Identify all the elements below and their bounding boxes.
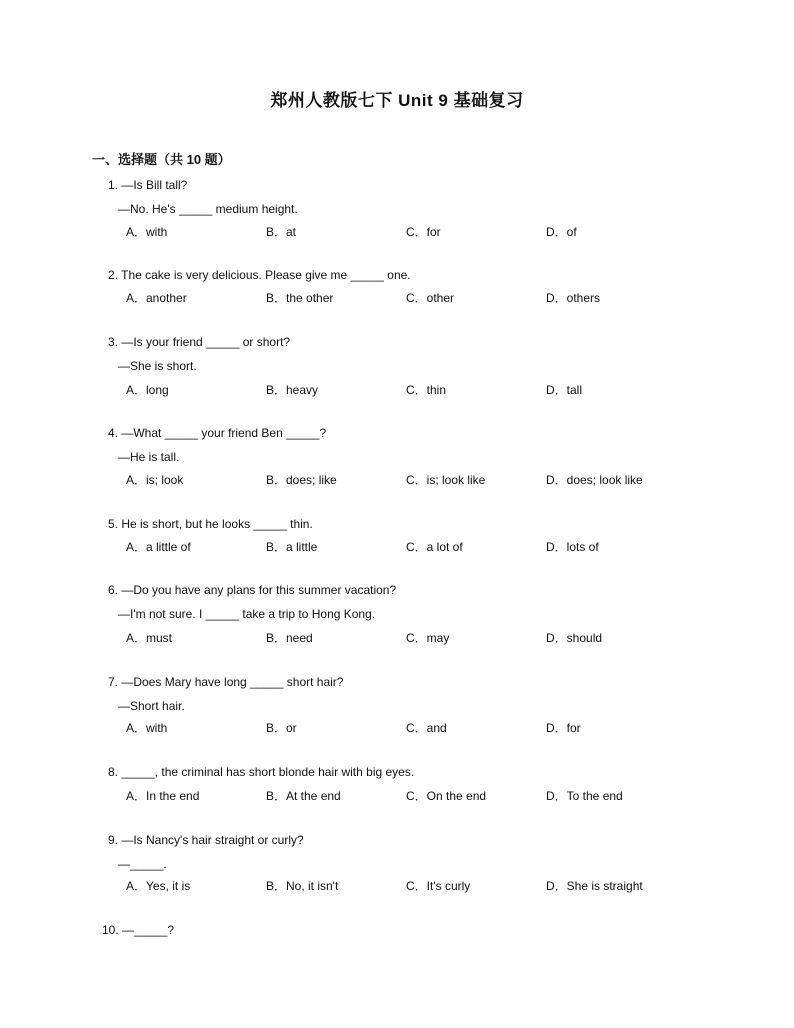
question-line: —No. He's _____ medium height. (118, 202, 298, 216)
option-d[interactable]: D．should (546, 631, 603, 645)
option-a[interactable]: A．is; look (126, 473, 184, 487)
question-stem: 8. _____, the criminal has short blonde hair with big eyes. (108, 765, 415, 779)
option-d[interactable]: D．for (546, 721, 581, 735)
option-b[interactable]: B．at (266, 225, 297, 239)
option-d[interactable]: D．others (546, 291, 601, 305)
option-b[interactable]: B．the other (266, 291, 334, 305)
question-stem: 9. —Is Nancy's hair straight or curly? (108, 833, 304, 847)
option-d[interactable]: D．of (546, 225, 577, 239)
option-a[interactable]: A．must (126, 631, 173, 645)
question-line: —She is short. (118, 359, 197, 373)
option-a[interactable]: A．In the end (126, 789, 200, 803)
option-b[interactable]: B．a little (266, 540, 318, 554)
question-stem: 10. —_____? (102, 923, 175, 937)
option-b[interactable]: B．or (266, 721, 297, 735)
option-b[interactable]: B．does; like (266, 473, 337, 487)
section-heading: 一、选择题（共 10 题） (92, 152, 231, 167)
option-b[interactable]: B．No, it isn't (266, 879, 339, 893)
option-b[interactable]: B．heavy (266, 383, 319, 397)
question-stem: 6. —Do you have any plans for this summer vacation? (108, 583, 397, 597)
option-c[interactable]: C．a lot of (406, 540, 463, 554)
option-c[interactable]: C．for (406, 225, 441, 239)
question-line: —_____. (118, 857, 167, 871)
option-c[interactable]: C．is; look like (406, 473, 486, 487)
option-a[interactable]: A．another (126, 291, 187, 305)
option-c[interactable]: C．It's curly (406, 879, 471, 893)
option-a[interactable]: A．long (126, 383, 169, 397)
option-d[interactable]: D．tall (546, 383, 583, 397)
option-c[interactable]: C．On the end (406, 789, 487, 803)
option-d[interactable]: D．To the end (546, 789, 623, 803)
question-stem: 4. —What _____ your friend Ben _____? (108, 426, 327, 440)
question-line: —I'm not sure. I _____ take a trip to Hong Kong. (118, 607, 376, 621)
option-d[interactable]: D．does; look like (546, 473, 643, 487)
option-c[interactable]: C．and (406, 721, 447, 735)
question-stem: 5. He is short, but he looks _____ thin. (108, 517, 313, 531)
option-b[interactable]: B．need (266, 631, 313, 645)
option-c[interactable]: C．may (406, 631, 450, 645)
option-a[interactable]: A．with (126, 721, 168, 735)
option-c[interactable]: C．other (406, 291, 455, 305)
question-line: —Short hair. (118, 699, 185, 713)
question-stem: 3. —Is your friend _____ or short? (108, 335, 291, 349)
option-c[interactable]: C．thin (406, 383, 447, 397)
option-d[interactable]: D．lots of (546, 540, 599, 554)
question-stem: 1. —Is Bill tall? (108, 178, 188, 192)
option-d[interactable]: D．She is straight (546, 879, 643, 893)
question-stem: 7. —Does Mary have long _____ short hair? (108, 675, 344, 689)
option-a[interactable]: A．Yes, it is (126, 879, 191, 893)
option-b[interactable]: B．At the end (266, 789, 341, 803)
option-a[interactable]: A．with (126, 225, 168, 239)
document-title: 郑州人教版七下 Unit 9 基础复习 (270, 91, 524, 110)
question-stem: 2. The cake is very delicious. Please give me _____ one. (108, 268, 411, 282)
question-line: —He is tall. (118, 450, 180, 464)
option-a[interactable]: A．a little of (126, 540, 191, 554)
